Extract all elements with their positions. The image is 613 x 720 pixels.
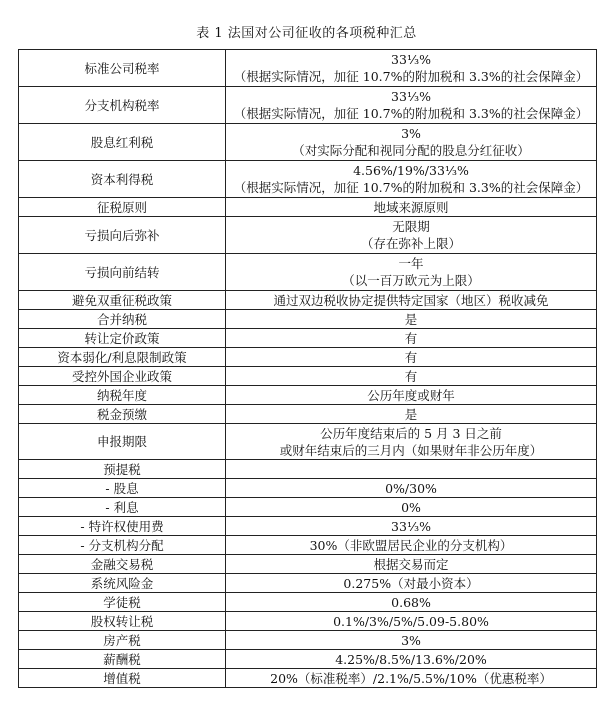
tax-item-name: 转让定价政策 <box>19 329 226 348</box>
value-line: （以一百万欧元为上限） <box>342 273 480 288</box>
value-line: 公历年度或财年 <box>367 387 455 403</box>
tax-item-name: - 特许权使用费 <box>19 517 226 536</box>
table-row <box>19 161 597 198</box>
value-line: 33⅓% <box>391 52 431 67</box>
tax-item-name: 资本弱化/利息限制政策 <box>19 348 226 367</box>
tax-item-name: - 股息 <box>19 479 226 498</box>
value-line: （根据实际情况，加征 10.7%的附加税和 3.3%的社会保障金） <box>233 180 589 195</box>
tax-item-value <box>226 650 597 669</box>
value-line: 30%（非欧盟居民企业的分支机构） <box>309 537 513 553</box>
table-row <box>19 198 597 217</box>
table-row <box>19 498 597 517</box>
table-row <box>19 555 597 574</box>
value-line: 20%（标准税率）/2.1%/5.5%/10%（优惠税率） <box>270 670 552 686</box>
table-row <box>19 254 597 291</box>
value-line: 有 <box>404 330 418 346</box>
value-line: 4.56%/19%/33⅓% <box>353 163 469 178</box>
value-line: 地域来源原则 <box>373 199 449 215</box>
tax-item-value <box>226 50 597 87</box>
table-caption: 表 1 法国对公司征收的各项税种汇总 <box>196 26 417 41</box>
tax-item-name: 学徒税 <box>19 593 226 612</box>
tax-item-value <box>226 424 597 460</box>
table-row <box>19 217 597 254</box>
tax-item-name: - 分支机构分配 <box>19 536 226 555</box>
tax-item-name: 标准公司税率 <box>19 50 226 87</box>
tax-item-value <box>226 124 597 161</box>
tax-item-value <box>226 87 597 124</box>
table-row <box>19 124 597 161</box>
table-row <box>19 631 597 650</box>
value-line: （对实际分配和视同分配的股息分红征收） <box>292 143 530 158</box>
table-row <box>19 87 597 124</box>
tax-item-name: 资本利得税 <box>19 161 226 198</box>
tax-item-name: 房产税 <box>19 631 226 650</box>
tax-item-value <box>226 161 597 198</box>
tax-item-value <box>226 669 597 688</box>
tax-item-value <box>226 405 597 424</box>
table-row <box>19 460 597 479</box>
table-row <box>19 536 597 555</box>
tax-item-name: 合并纳税 <box>19 310 226 329</box>
tax-item-value <box>226 329 597 348</box>
table-row <box>19 386 597 405</box>
value-line: 有 <box>404 349 418 365</box>
table-body <box>19 50 597 688</box>
value-line: 公历年度结束后的 5 月 3 日之前 <box>320 425 502 441</box>
tax-item-name: - 利息 <box>19 498 226 517</box>
value-line: 3% <box>401 632 421 648</box>
value-line: 是 <box>404 311 418 327</box>
table-row <box>19 348 597 367</box>
tax-item-name: 申报期限 <box>19 424 226 460</box>
table-row <box>19 291 597 310</box>
tax-item-name: 纳税年度 <box>19 386 226 405</box>
tax-summary-table <box>18 49 597 688</box>
value-line: 通过双边税收协定提供特定国家（地区）税收减免 <box>273 292 549 308</box>
table-row <box>19 574 597 593</box>
table-row <box>19 50 597 87</box>
value-line: 0.275%（对最小资本） <box>343 575 479 591</box>
tax-item-value <box>226 555 597 574</box>
tax-item-name: 亏损向后弥补 <box>19 217 226 254</box>
table-row <box>19 405 597 424</box>
value-line: 33⅓% <box>391 89 431 104</box>
table-row <box>19 669 597 688</box>
table-row <box>19 593 597 612</box>
tax-item-name: 亏损向前结转 <box>19 254 226 291</box>
tax-item-value <box>226 498 597 517</box>
tax-item-name: 分支机构税率 <box>19 87 226 124</box>
tax-item-value <box>226 198 597 217</box>
tax-item-value <box>226 254 597 291</box>
tax-item-value <box>226 348 597 367</box>
tax-item-name: 税金预缴 <box>19 405 226 424</box>
value-line: 4.25%/8.5%/13.6%/20% <box>335 651 487 667</box>
table-row <box>19 479 597 498</box>
table-row <box>19 310 597 329</box>
table-row <box>19 329 597 348</box>
value-line: 0.68% <box>391 594 431 610</box>
value-line: 是 <box>404 406 418 422</box>
tax-item-value <box>226 291 597 310</box>
tax-item-name: 金融交易税 <box>19 555 226 574</box>
value-line: 0%/30% <box>385 480 437 496</box>
tax-item-name: 受控外国企业政策 <box>19 367 226 386</box>
tax-item-value <box>226 367 597 386</box>
table-row <box>19 612 597 631</box>
value-line: （根据实际情况，加征 10.7%的附加税和 3.3%的社会保障金） <box>233 106 589 121</box>
value-line: 3% <box>401 126 421 141</box>
tax-item-name: 股息红利税 <box>19 124 226 161</box>
table-row <box>19 424 597 460</box>
table-row <box>19 367 597 386</box>
tax-item-value <box>226 517 597 536</box>
value-line: 一年 <box>398 256 424 271</box>
tax-item-name: 预提税 <box>19 460 226 479</box>
value-line: 根据交易而定 <box>373 556 449 572</box>
tax-item-value <box>226 574 597 593</box>
tax-item-value <box>226 310 597 329</box>
tax-item-name: 薪酬税 <box>19 650 226 669</box>
tax-item-value <box>226 217 597 254</box>
tax-item-name: 避免双重征税政策 <box>19 291 226 310</box>
tax-item-value <box>226 536 597 555</box>
value-line: 无限期 <box>392 219 430 234</box>
value-line: （存在弥补上限） <box>360 236 461 251</box>
tax-item-value <box>226 593 597 612</box>
value-line: 33⅓% <box>391 518 431 534</box>
table-row <box>19 650 597 669</box>
value-line: 或财年结束后的三月内（如果财年非公历年度） <box>279 442 543 458</box>
tax-item-value <box>226 479 597 498</box>
tax-item-name: 征税原则 <box>19 198 226 217</box>
value-line: 0.1%/3%/5%/5.09-5.80% <box>333 613 489 629</box>
tax-item-value <box>226 460 597 479</box>
tax-item-name: 系统风险金 <box>19 574 226 593</box>
value-line: 0% <box>401 499 421 515</box>
table-row <box>19 517 597 536</box>
tax-item-value <box>226 386 597 405</box>
value-line: （根据实际情况，加征 10.7%的附加税和 3.3%的社会保障金） <box>233 69 589 84</box>
value-line: 有 <box>404 368 418 384</box>
tax-item-name: 增值税 <box>19 669 226 688</box>
tax-item-value <box>226 612 597 631</box>
tax-item-value <box>226 631 597 650</box>
tax-item-name: 股权转让税 <box>19 612 226 631</box>
